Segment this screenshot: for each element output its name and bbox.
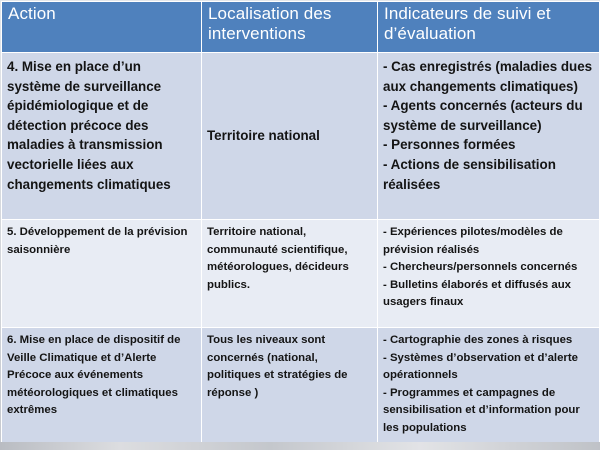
action-cell: 6. Mise en place de dispositif de Veille Climatique et d’Alerte Précoce aux événements météorologiques et climatiques extrêmes xyxy=(2,328,202,450)
indicator-item: - Chercheurs/personnels concernés xyxy=(383,261,578,274)
action-cell: 5. Développement de la prévision saisonnière xyxy=(2,220,202,328)
indicator-item: - Expériences pilotes/modèles de prévision réalisés xyxy=(383,226,563,256)
table-row xyxy=(2,53,600,220)
localisation-cell: Territoire national xyxy=(202,53,378,220)
indicateurs-cell xyxy=(378,220,600,328)
indicator-item: - Programmes et campagnes de sensibilisation et d’information pour les populations xyxy=(383,386,580,434)
indicator-item: - Cas enregistrés (maladies dues aux changements climatiques) xyxy=(383,59,593,94)
indicator-item: - Cartographie des zones à risques xyxy=(383,334,573,346)
header-indicateurs: Indicateurs de suivi et d’évaluation xyxy=(378,2,600,53)
background-strip xyxy=(0,442,600,450)
header-localisation: Localisation des interventions xyxy=(202,2,378,53)
indicator-item: - Agents concernés (acteurs du système de surveillance) xyxy=(383,98,583,133)
table-header-row xyxy=(2,2,600,53)
indicator-item: - Systèmes d’observation et d’alerte opérationnels xyxy=(383,351,578,382)
action-table xyxy=(1,1,600,450)
action-cell: 4. Mise en place d’un système de surveillance épidémiologique et de détection précoce des maladies à transmission vectorielle liées aux changements climatiques xyxy=(2,53,202,220)
indicator-item: - Bulletins élaborés et diffusés aux usagers finaux xyxy=(383,278,571,309)
indicator-item: - Personnes formées xyxy=(383,137,516,153)
localisation-cell: Territoire national, communauté scientifique, météorologues, décideurs publics. xyxy=(202,220,378,328)
table-row xyxy=(2,220,600,328)
header-action: Action xyxy=(2,2,202,53)
table-row xyxy=(2,328,600,450)
indicateurs-cell xyxy=(378,53,600,220)
indicateurs-cell xyxy=(378,328,600,450)
indicator-item: - Actions de sensibilisation réalisées xyxy=(383,156,556,192)
localisation-cell: Tous les niveaux sont concernés (national, politiques et stratégies de réponse ) xyxy=(202,328,378,450)
